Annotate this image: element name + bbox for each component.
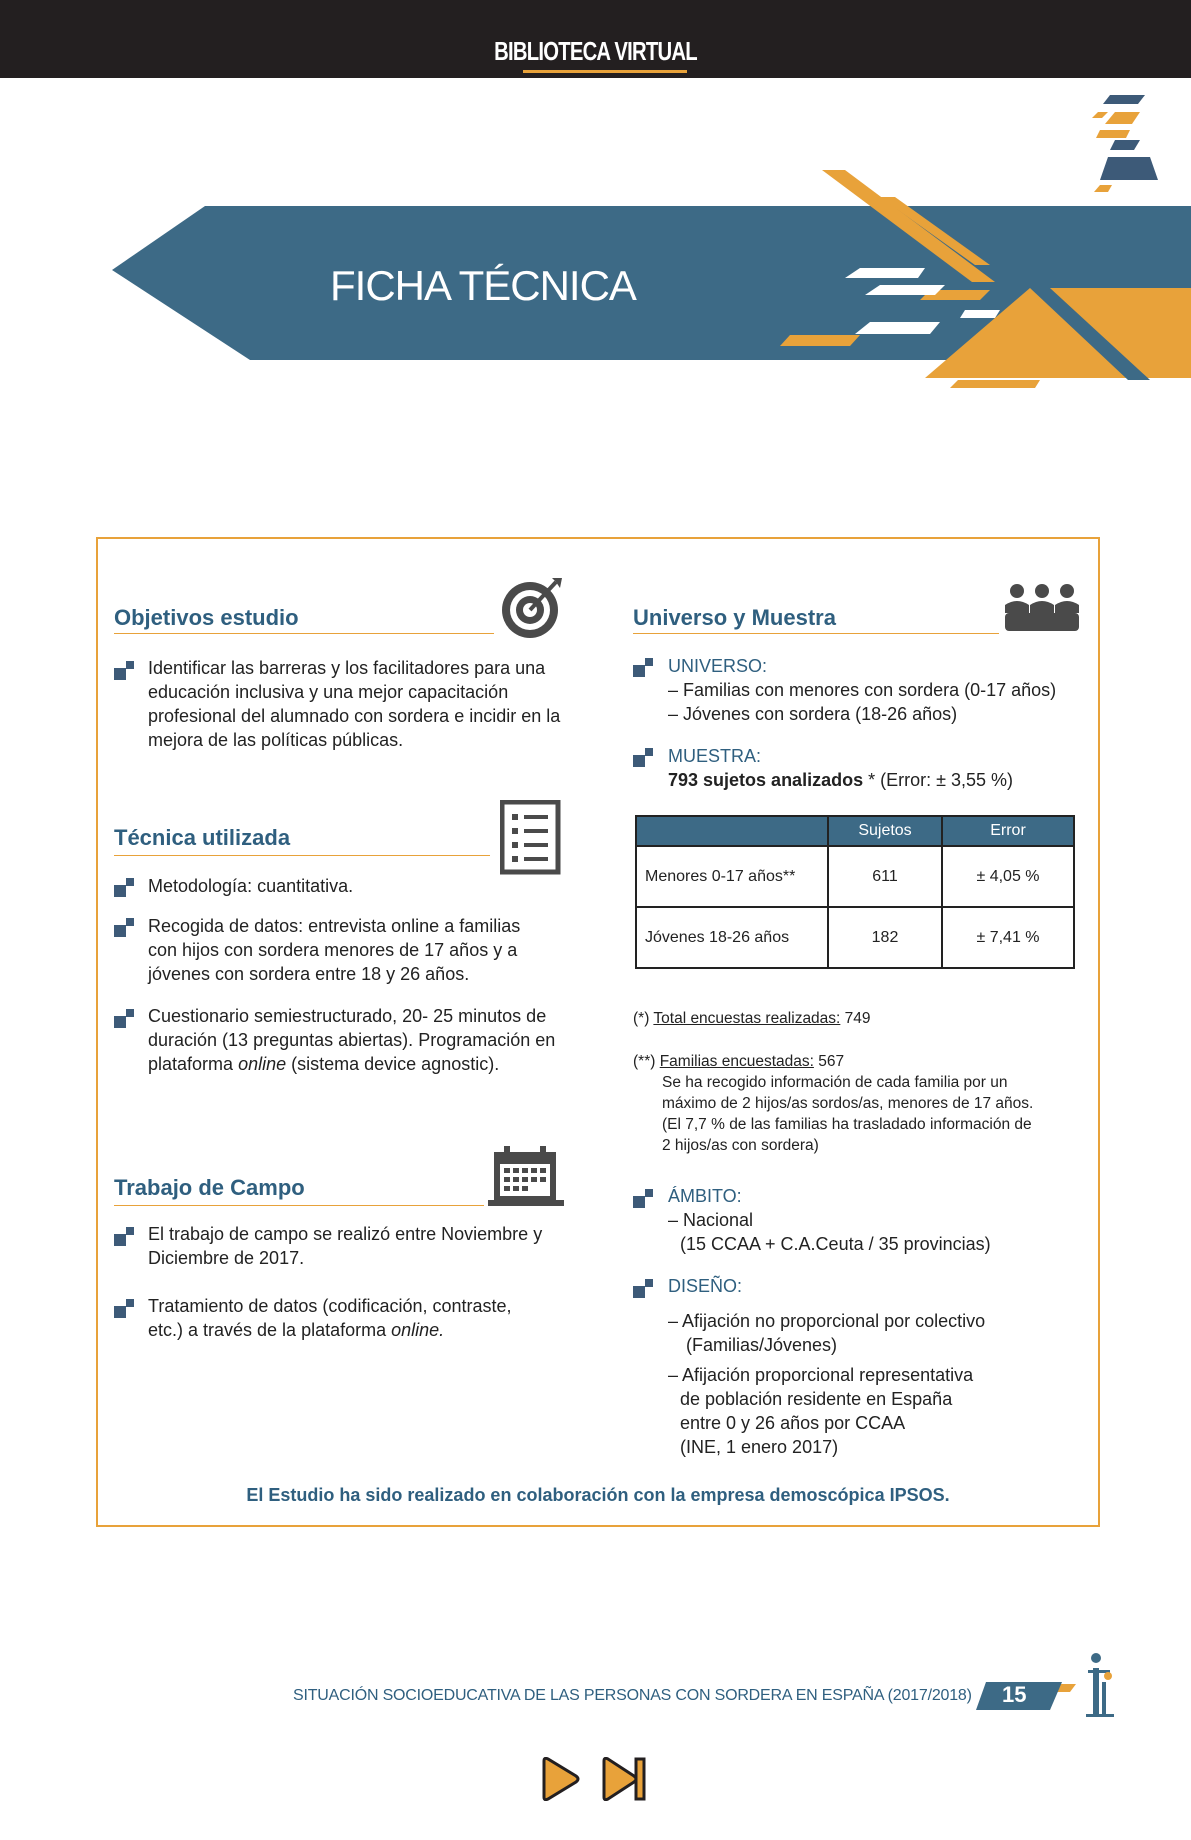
table-header-row (636, 816, 1074, 846)
section-title-tecnica: Técnica utilizada (114, 825, 291, 850)
tecnica-item-3-text: Cuestionario semiestructurado, 20- 25 minutos de duración (13 preguntas abiertas). (148, 1006, 547, 1050)
publication-title: SITUACIÓN SOCIOEDUCATIVA DE LAS PERSONAS CON SORDERA EN ESPAÑA (2017/2018) (293, 1687, 972, 1704)
header-title: BIBLIOTECA VIRTUAL (494, 36, 697, 66)
collaboration-note: El Estudio ha sido realizado en colaboración con la empresa demoscópica IPSOS. (246, 1485, 950, 1505)
bullet-icon (114, 916, 136, 938)
diseno-label: DISEÑO: (668, 1276, 743, 1296)
logo-icon (1086, 1652, 1116, 1720)
table-cell: 182 (828, 907, 942, 968)
bullet-icon (114, 1007, 136, 1029)
bullet-icon (114, 659, 136, 681)
section-title-campo: Trabajo de Campo (114, 1175, 305, 1200)
table-cell: ± 4,05 % (942, 846, 1074, 907)
bullet-icon (633, 1187, 655, 1209)
bullet-icon (633, 746, 655, 768)
muestra-value (668, 768, 1013, 792)
table-header (636, 816, 828, 846)
section-rule (114, 1205, 484, 1206)
note-label: Familias encuestadas: (659, 1053, 814, 1070)
ambito-line-1: – Nacional (668, 1210, 754, 1230)
table-cell: Jóvenes 18-26 años (636, 907, 828, 968)
campo-item-1: El trabajo de campo se realizó entre Noviembre y Diciembre de 2017. (148, 1224, 543, 1268)
ambito-line-2: (15 CCAA + C.A.Ceuta / 35 provincias) (680, 1234, 991, 1254)
note-line: 2 hijos/as con sordera) (662, 1137, 819, 1154)
section-rule (633, 633, 999, 634)
banner-title: FICHA TÉCNICA (330, 262, 636, 309)
page-number: 15 (1002, 1682, 1027, 1707)
campo-item-2 (148, 1294, 548, 1342)
bullet-icon (633, 656, 655, 678)
muestra-label: MUESTRA: (668, 746, 762, 766)
table-cell: Menores 0-17 años** (636, 846, 828, 907)
section-rule (114, 855, 490, 856)
section-rule (114, 633, 494, 634)
note-prefix: (*) (633, 1010, 654, 1027)
universo-line-2: – Jóvenes con sordera (18-26 años) (668, 704, 958, 724)
section-title-universo: Universo y Muestra (633, 605, 836, 630)
section-title-objetivos: Objetivos estudio (114, 605, 299, 630)
note-line: máximo de 2 hijos/as sordos/as, menores de 17 años. (662, 1095, 1034, 1112)
note-line: Se ha recogido información de cada familia por un (662, 1074, 1008, 1091)
note-total (633, 1008, 871, 1029)
note-line: (El 7,7 % de las familias ha trasladado información de (662, 1116, 1032, 1133)
universo-label: UNIVERSO: (668, 656, 768, 676)
header-underline (523, 70, 687, 73)
objetivos-item: Identificar las barreras y los facilitadores para una educación inclusiva y una mejor capacitación profesional del alumnado con sordera e incidir en la mejora de las políticas públicas. (148, 658, 561, 750)
note-label: Total encuestas realizadas: (653, 1010, 841, 1027)
table-row (636, 907, 1074, 968)
play-icon[interactable] (540, 1757, 580, 1801)
bullet-icon (633, 1277, 655, 1299)
tecnica-item-3-system: (sistema device agnostic). (291, 1054, 500, 1074)
target-icon (498, 574, 566, 642)
diseno-item-2-line-4: (INE, 1 enero 2017) (680, 1437, 839, 1457)
tecnica-item-3-platform: Programación en plataforma (148, 1030, 556, 1074)
table-header: Sujetos (828, 816, 942, 846)
bullet-icon (114, 876, 136, 898)
top-bar (0, 0, 1191, 78)
table-row (636, 846, 1074, 907)
universo-line-1: – Familias con menores con sordera (0-17 años) (668, 680, 1057, 700)
ambito-label: ÁMBITO: (668, 1186, 742, 1206)
diseno-item-2-line-1: – Afijación proporcional representativa (668, 1365, 974, 1385)
diseno-item-2-line-3: entre 0 y 26 años por CCAA (680, 1413, 906, 1433)
sample-table (635, 815, 1075, 969)
note-prefix: (**) (633, 1053, 660, 1070)
tecnica-item-2: Recogida de datos: entrevista online a familias con hijos con sordera menores de 17 años y a jóvenes con sordera entre 18 y 26 años. (148, 916, 521, 984)
bullet-icon (114, 1225, 136, 1247)
muestra-error: * (Error: ± 3,55 %) (863, 770, 1014, 790)
tecnica-item-3 (148, 1004, 558, 1076)
note-value: 749 (840, 1010, 871, 1027)
checklist-icon (500, 800, 562, 876)
tecnica-item-3-online: online (238, 1054, 287, 1074)
group-icon (1005, 583, 1079, 633)
bullet-icon (114, 1297, 136, 1319)
campo-item-2-online: online. (391, 1320, 445, 1340)
calendar-icon (488, 1146, 564, 1208)
table-header: Error (942, 816, 1074, 846)
tecnica-item-1: Metodología: cuantitativa. (148, 876, 354, 896)
muestra-count: 793 sujetos analizados (668, 770, 864, 790)
diseno-item-2-line-2: de población residente en España (680, 1389, 953, 1409)
diseno-item-1-line-2: (Familias/Jóvenes) (686, 1335, 838, 1355)
campo-item-2-text: Tratamiento de datos (codificación, contraste, etc.) a través de la plataforma (148, 1296, 512, 1340)
banner-graphic (0, 90, 1191, 420)
note-familias (633, 1051, 844, 1072)
skip-next-icon[interactable] (600, 1757, 648, 1801)
table-cell: 611 (828, 846, 942, 907)
note-value: 567 (813, 1053, 845, 1070)
diseno-item-1-line-1: – Afijación no proporcional por colectivo (668, 1311, 986, 1331)
table-cell: ± 7,41 % (942, 907, 1074, 968)
